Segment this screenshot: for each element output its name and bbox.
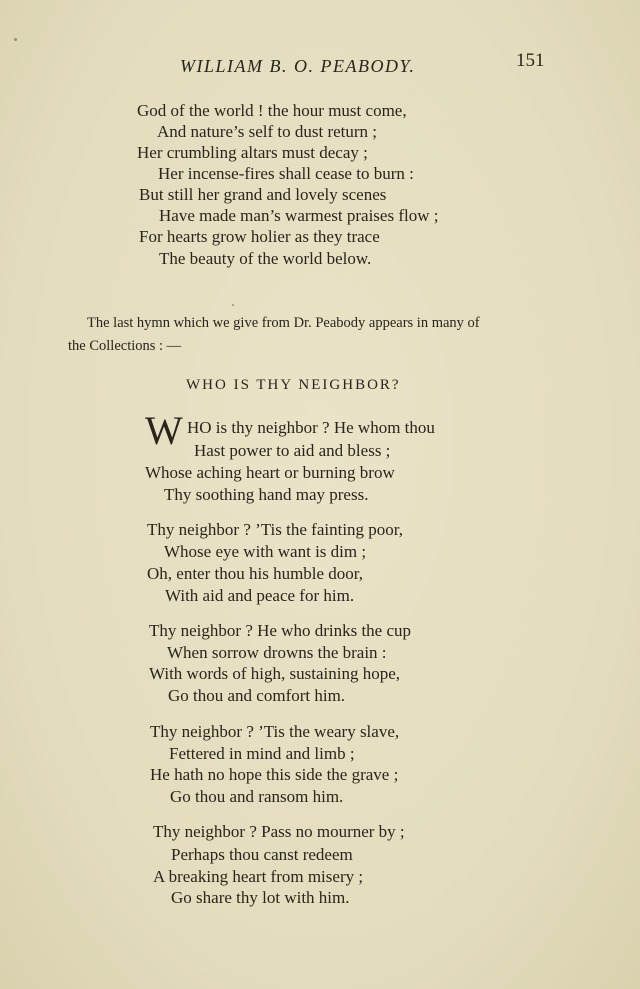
poem-line: Her crumbling altars must decay ; — [137, 143, 368, 162]
hymn-line: Go share thy lot with him. — [171, 888, 350, 907]
poem-line: Her incense-fires shall cease to burn : — [158, 164, 414, 183]
hymn-line: Thy neighbor ? ’Tis the fainting poor, — [147, 520, 404, 539]
hymn-line: A breaking heart from misery ; — [153, 867, 364, 886]
hymn-line: When sorrow drowns the brain : — [167, 643, 387, 662]
page-speck — [232, 304, 234, 306]
poem-line: God of the world ! the hour must come, — [137, 101, 407, 120]
hymn-line: Oh, enter thou his humble door, — [147, 564, 364, 583]
page-speck — [14, 38, 17, 41]
hymn-line: Fettered in mind and limb ; — [169, 744, 355, 763]
hymn-title: WHO IS THY NEIGHBOR? — [186, 377, 401, 393]
hymn-line: Whose eye with want is dim ; — [164, 542, 367, 561]
hymn-line: Thy neighbor ? He who drinks the cup — [149, 621, 412, 640]
hymn-line: Thy soothing hand may press. — [164, 485, 369, 504]
intro-text-line-1: The last hymn which we give from Dr. Peabody appears in many of — [87, 315, 480, 331]
poem-line: The beauty of the world below. — [159, 249, 372, 268]
page-number: 151 — [516, 50, 545, 71]
drop-cap: W — [145, 408, 183, 453]
hymn-line: He hath no hope this side the grave ; — [150, 765, 399, 784]
hymn-line: Whose aching heart or burning brow — [145, 463, 395, 482]
hymn-line: Go thou and comfort him. — [168, 686, 346, 705]
hymn-line: Perhaps thou canst redeem — [171, 845, 353, 864]
hymn-line: Thy neighbor ? ’Tis the weary slave, — [150, 722, 400, 741]
hymn-line: Go thou and ransom him. — [170, 787, 344, 806]
hymn-line: With aid and peace for him. — [165, 586, 355, 605]
hymn-line: With words of high, sustaining hope, — [149, 664, 400, 683]
hymn-line: HO is thy neighbor ? He whom thou — [187, 418, 435, 437]
hymn-line: Thy neighbor ? Pass no mourner by ; — [153, 822, 405, 841]
poem-line: And nature’s self to dust return ; — [157, 122, 378, 141]
intro-text-line-2: the Collections : — — [68, 338, 182, 354]
poem-line: For hearts grow holier as they trace — [139, 227, 380, 246]
running-title: WILLIAM B. O. PEABODY. — [180, 56, 416, 76]
hymn-line: Hast power to aid and bless ; — [194, 441, 391, 460]
poem-line: But still her grand and lovely scenes — [139, 185, 387, 204]
poem-line: Have made man’s warmest praises flow ; — [159, 206, 439, 225]
